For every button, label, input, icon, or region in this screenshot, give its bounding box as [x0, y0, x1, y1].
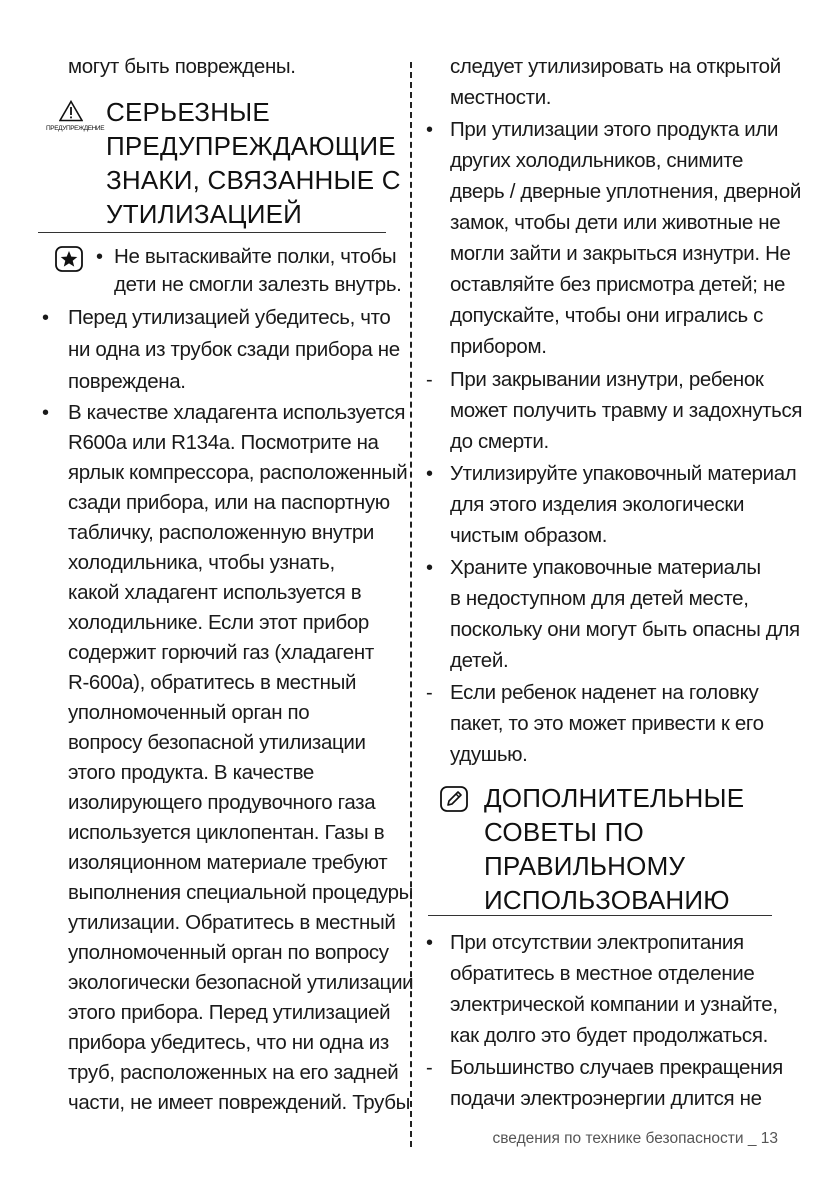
text-line: используется циклопентан. Газы в — [68, 821, 385, 844]
text-line: содержит горючий газ (хладагент — [68, 641, 374, 664]
dash-marker: - — [426, 1057, 433, 1079]
text-line: Храните упаковочные материалы — [450, 556, 761, 579]
dash-marker: - — [426, 682, 433, 704]
text-line: В качестве хладагента используется — [68, 401, 406, 424]
text-line: выполнения специальной процедуры — [68, 881, 414, 904]
text-line: уполномоченный орган по — [68, 701, 310, 724]
text-line: Утилизируйте упаковочный материал — [450, 462, 797, 485]
text-line: При отсутствии электропитания — [450, 931, 744, 954]
text-line: следует утилизировать на открытой — [450, 55, 781, 78]
heading-rule — [428, 915, 772, 916]
text-line: до смерти. — [450, 430, 549, 453]
text-line: местности. — [450, 86, 552, 109]
heading-rule — [38, 232, 386, 233]
text-line: этого прибора. Перед утилизацией — [68, 1001, 391, 1024]
text-line: других холодильников, снимите — [450, 149, 744, 172]
text-line: подачи электроэнергии длится не — [450, 1087, 762, 1110]
page-footer: сведения по технике безопасности _ 13 — [492, 1130, 778, 1147]
text-line: оставляйте без присмотра детей; не — [450, 273, 785, 296]
bullet-marker: • — [42, 307, 50, 329]
warning-label: ПРЕДУПРЕЖДЕНИЕ — [46, 125, 105, 132]
text-line: табличку, расположенную внутри — [68, 521, 375, 544]
dash-marker: - — [426, 369, 433, 391]
text-line: части, не имеет повреждений. Трубы — [68, 1091, 410, 1114]
text-line: вопросу безопасной утилизации — [68, 731, 366, 754]
text-line: допускайте, чтобы они игрались с — [450, 304, 764, 327]
text-line: прибора убедитесь, что ни одна из — [68, 1031, 389, 1054]
bullet-marker: • — [426, 463, 434, 485]
text-line: как долго это будет продолжаться. — [450, 1024, 768, 1047]
text-line: ни одна из трубок сзади прибора не — [68, 338, 400, 361]
text-line: могли зайти и закрыться изнутри. Не — [450, 242, 791, 265]
bullet-marker: • — [42, 402, 50, 424]
text-line: дверь / дверные уплотнения, дверной — [450, 180, 801, 203]
text-line: утилизации. Обратитесь в местный — [68, 911, 396, 934]
text-line: R600a или R134a. Посмотрите на — [68, 431, 379, 454]
star-icon — [55, 246, 83, 272]
text-line: чистым образом. — [450, 524, 608, 547]
note-heading-line: ПРАВИЛЬНОМУ — [484, 851, 686, 881]
warning-heading-line: ЗНАКИ, СВЯЗАННЫЕ С — [106, 165, 401, 195]
text-line: Перед утилизацией убедитесь, что — [68, 306, 391, 329]
text-line: электрической компании и узнайте, — [450, 993, 778, 1016]
text-line: удушью. — [450, 743, 528, 766]
bullet-marker: • — [426, 557, 434, 579]
bullet-marker: • — [96, 246, 104, 268]
text-line: При утилизации этого продукта или — [450, 118, 779, 141]
text-line: холодильнике. Если этот прибор — [68, 611, 369, 634]
text-line: может получить травму и задохнуться — [450, 399, 803, 422]
text-line: изоляционном материале требуют — [68, 851, 388, 874]
column-divider — [410, 62, 412, 1147]
warning-triangle-icon — [59, 100, 83, 122]
text-line: обратитесь в местное отделение — [450, 962, 755, 985]
text-line: повреждена. — [68, 370, 186, 393]
text-line: этого продукта. В качестве — [68, 761, 314, 784]
text-line: труб, расположенных на его задней — [68, 1061, 399, 1084]
text-line: замок, чтобы дети или животные не — [450, 211, 781, 234]
text-line: для этого изделия экологически — [450, 493, 745, 516]
bullet-marker: • — [426, 119, 434, 141]
note-heading-line: ИСПОЛЬЗОВАНИЮ — [484, 885, 730, 915]
note-heading-line: ДОПОЛНИТЕЛЬНЫЕ — [484, 783, 745, 813]
text-line: прибором. — [450, 335, 547, 358]
text-line: детей. — [450, 649, 509, 672]
text-line: уполномоченный орган по вопросу — [68, 941, 389, 964]
note-heading-line: СОВЕТЫ ПО — [484, 817, 644, 847]
bullet-marker: • — [426, 932, 434, 954]
text-line: пакет, то это может привести к его — [450, 712, 764, 735]
text-line: Большинство случаев прекращения — [450, 1056, 783, 1079]
text-line: R-600a), обратитесь в местный — [68, 671, 357, 694]
pencil-note-icon — [440, 786, 468, 812]
text-line: Если ребенок наденет на головку — [450, 681, 759, 704]
text-line: изолирующего продувочного газа — [68, 791, 376, 814]
text-line: ярлык компрессора, расположенный — [68, 461, 408, 484]
text-line: экологически безопасной утилизации — [68, 971, 414, 994]
warning-heading-line: СЕРЬЕЗНЫЕ — [106, 97, 270, 127]
text-line: какой хладагент используется в — [68, 581, 362, 604]
warning-heading-line: УТИЛИЗАЦИЕЙ — [106, 199, 303, 229]
text-line: Не вытаскивайте полки, чтобы — [114, 245, 397, 268]
text-line: дети не смогли залезть внутрь. — [114, 273, 402, 296]
warning-heading-line: ПРЕДУПРЕЖДАЮЩИЕ — [106, 131, 396, 161]
text-line: При закрывании изнутри, ребенок — [450, 368, 764, 391]
text-line: сзади прибора, или на паспортную — [68, 491, 390, 514]
text-line: холодильника, чтобы узнать, — [68, 551, 335, 574]
text-line: могут быть повреждены. — [68, 55, 296, 78]
text-line: поскольку они могут быть опасны для — [450, 618, 800, 641]
text-line: в недоступном для детей месте, — [450, 587, 749, 610]
